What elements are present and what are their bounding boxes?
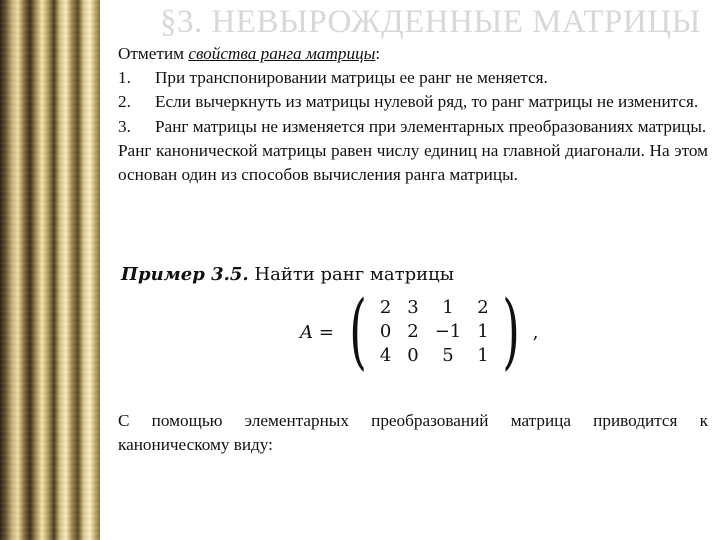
matrix-cell: 1 <box>442 297 454 318</box>
matrix-row <box>372 344 497 368</box>
matrix-cell: 1 <box>477 345 489 366</box>
after-text: С помощью элементарных преобразований матрица приводится к каноническому виду: <box>118 411 708 455</box>
property-text: При транспонировании матрицы ее ранг не меняется. <box>155 68 548 88</box>
matrix-cell: 2 <box>379 297 392 318</box>
page-title: §3. НЕВЫРОЖДЕННЫЕ МАТРИЦЫ <box>160 4 701 40</box>
matrix-equation <box>300 284 539 379</box>
matrix-cell: 5 <box>442 345 454 366</box>
property-text: Ранг матрицы не изменяется при элементарных преобразованиях матрицы. <box>155 116 707 136</box>
matrix-cell: −1 <box>434 321 462 342</box>
property-number: 1. <box>118 68 131 88</box>
intro-lead: Отметим <box>118 44 189 63</box>
example-task: Найти ранг матрицы <box>254 264 455 285</box>
matrix-name: A = <box>300 321 334 343</box>
property-number: 2. <box>118 92 131 112</box>
main-content <box>118 42 708 187</box>
example-heading <box>121 264 541 285</box>
matrix-cell: 2 <box>407 321 419 342</box>
property-number: 3. <box>118 116 131 136</box>
matrix-cell: 1 <box>477 321 489 342</box>
matrix-row <box>372 296 497 320</box>
canonical-note: Ранг канонической матрицы равен числу единиц на главной диагонали. На этом основан один из способов вычисления ранга матрицы. <box>118 140 708 185</box>
property-item-1 <box>118 66 708 90</box>
matrix <box>372 296 497 368</box>
matrix-row <box>372 320 497 344</box>
example-label: Пример 3.5. <box>121 264 249 285</box>
matrix-cell: 0 <box>407 345 419 366</box>
right-paren: ) <box>501 284 520 379</box>
property-item-2 <box>118 90 708 114</box>
intro-tail: : <box>375 44 381 63</box>
matrix-cell: 0 <box>379 321 392 342</box>
matrix-cell: 4 <box>379 345 392 366</box>
property-item-3 <box>118 115 708 139</box>
matrix-cell: 2 <box>477 297 489 318</box>
matrix-comma: , <box>532 321 539 343</box>
property-text: Если вычеркнуть из матрицы нулевой ряд, то ранг матрицы не изменится. <box>155 92 699 112</box>
left-paren: ( <box>349 284 367 379</box>
intro-line <box>118 42 708 66</box>
matrix-cell: 3 <box>407 297 419 318</box>
intro-emphasis: свойства ранга матрицы <box>188 44 376 63</box>
decorative-border <box>0 0 100 540</box>
